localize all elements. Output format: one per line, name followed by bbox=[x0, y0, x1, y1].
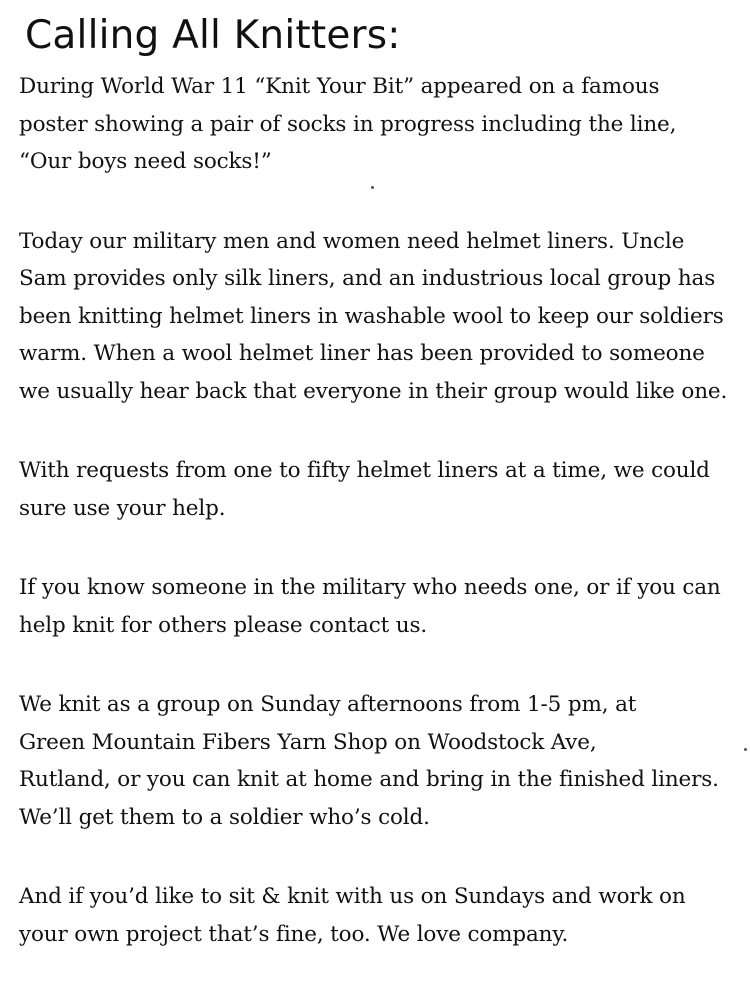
text-line: help knit for others please contact us. bbox=[19, 612, 428, 638]
text-line: And if you’d like to sit & knit with us on Sundays and work on bbox=[19, 884, 686, 909]
text-line: your own project that’s fine, too. We love company. bbox=[19, 921, 569, 947]
text-line: Rutland, or you can knit at home and bring in the finished liners. bbox=[19, 767, 719, 792]
text-line: Today our military men and women need helmet liners. Uncle bbox=[19, 228, 685, 254]
paragraph-requests bbox=[19, 452, 738, 527]
scan-speck bbox=[371, 186, 374, 189]
text-line: poster showing a pair of socks in progress including the line, bbox=[19, 111, 677, 137]
text-line: “Our boys need socks!” bbox=[19, 149, 272, 174]
text-line: During World War 11 “Knit Your Bit” appeared on a famous bbox=[19, 74, 660, 99]
text-line: With requests from one to fifty helmet liners at a time, we could bbox=[19, 458, 710, 483]
paragraph-knit-your-bit bbox=[19, 68, 738, 181]
flyer-title: Calling All Knitters: bbox=[25, 13, 401, 58]
scan-speck bbox=[744, 748, 747, 751]
text-line: We’ll get them to a soldier who’s cold. bbox=[19, 804, 430, 830]
paragraph-invitation bbox=[19, 878, 738, 953]
text-line: warm. When a wool helmet liner has been provided to someone bbox=[19, 341, 705, 366]
paragraph-helmet-liners bbox=[19, 223, 738, 411]
paragraph-contact bbox=[19, 569, 738, 644]
text-line: been knitting helmet liners in washable wool to keep our soldiers bbox=[19, 303, 724, 329]
text-line: We knit as a group on Sunday afternoons from 1-5 pm, at bbox=[19, 692, 637, 717]
text-line: sure use your help. bbox=[19, 495, 226, 521]
text-line: Green Mountain Fibers Yarn Shop on Woodstock Ave, bbox=[19, 729, 597, 755]
text-line: Sam provides only silk liners, and an industrious local group has bbox=[19, 266, 716, 291]
paragraph-meeting-info bbox=[19, 686, 738, 836]
text-line: If you know someone in the military who needs one, or if you can bbox=[19, 575, 721, 600]
text-line: we usually hear back that everyone in their group would like one. bbox=[19, 378, 728, 404]
